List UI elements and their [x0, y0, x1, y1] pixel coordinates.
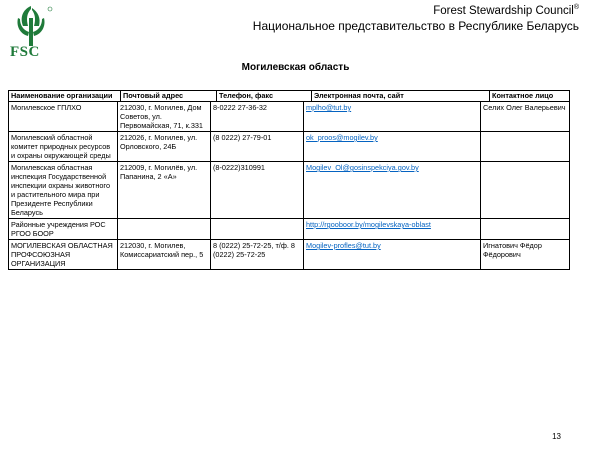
cell-org: Могилевская областная инспекция Государственной инспекции охраны животного и растительного мира при Президенте Республики Беларусь	[9, 162, 118, 218]
column-header-phone: Телефон, факс	[217, 91, 312, 101]
table-row	[8, 240, 570, 270]
contacts-table	[8, 90, 570, 270]
website-link[interactable]: http://rgooboor.by/mogilevskaya-oblast	[306, 220, 431, 229]
cell-org: Могилевский областной комитет природных ресурсов и охраны окружающей среды	[9, 132, 118, 161]
org-name	[433, 4, 579, 17]
cell-email	[304, 132, 481, 161]
cell-contact: Селих Олег Валерьевич	[483, 103, 566, 112]
cell-phone: (8 0222) 27-79-01	[211, 132, 304, 161]
email-link[interactable]: ok_proos@mogilev.by	[306, 133, 378, 142]
email-link[interactable]: Mogilev-profles@tut.by	[306, 241, 381, 250]
email-link[interactable]: Mogilev_Ol@gosinspekciya.gov.by	[306, 163, 419, 172]
column-header-contact: Контактное лицо	[492, 91, 554, 100]
table-row	[8, 102, 570, 132]
cell-phone: 8 (0222) 25-72-25, т/ф. 8 (0222) 25-72-25	[211, 240, 304, 269]
org-name-text: Forest Stewardship Council	[433, 4, 574, 17]
cell-address	[118, 219, 211, 239]
table-header-row	[8, 90, 570, 102]
cell-website	[304, 219, 481, 239]
registered-mark: ®	[573, 4, 579, 11]
cell-address: 212030, г. Могилев, Дом Советов, ул. Первомайская, 71, к.331	[118, 102, 211, 131]
cell-email	[304, 162, 481, 218]
cell-contact	[481, 219, 569, 239]
cell-contact	[481, 132, 569, 161]
cell-address: 212009, г. Могилёв, ул. Папанина, 2 «А»	[118, 162, 211, 218]
column-header-email: Электронная почта, сайт	[312, 91, 490, 101]
fsc-logo-text: FSC	[10, 44, 40, 60]
email-link[interactable]: mplho@tut.by	[306, 103, 352, 112]
cell-org: Районные учреждения РОС РГОО БООР	[9, 219, 118, 239]
cell-org: Могилевское ГПЛХО	[9, 102, 118, 131]
header-subtitle: Национальное представительство в Республике Беларусь	[252, 19, 579, 33]
cell-phone: (8-0222)310991	[211, 162, 304, 218]
cell-contact: Игнатович Фёдор Фёдорович	[483, 241, 542, 259]
column-header-address: Почтовый адрес	[121, 91, 217, 101]
table-row	[8, 162, 570, 219]
cell-email	[304, 102, 481, 131]
table-row	[8, 132, 570, 162]
cell-phone: 8-0222 27-36-32	[211, 102, 304, 131]
cell-email	[304, 240, 481, 269]
cell-contact	[481, 162, 569, 218]
table-row	[8, 219, 570, 240]
column-header-org: Наименование организации	[9, 91, 121, 101]
cell-phone	[211, 219, 304, 239]
cell-address: 212026, г. Могилев, ул. Орловского, 24Б	[118, 132, 211, 161]
page-number: 13	[552, 432, 561, 441]
page-title: Могилевская область	[241, 62, 350, 73]
cell-org: МОГИЛЕВСКАЯ ОБЛАСТНАЯ ПРОФСОЮЗНАЯ ОРГАНИЗАЦИЯ	[9, 240, 118, 269]
cell-address: 212030, г. Могилев, Комиссариатский пер., 5	[118, 240, 211, 269]
